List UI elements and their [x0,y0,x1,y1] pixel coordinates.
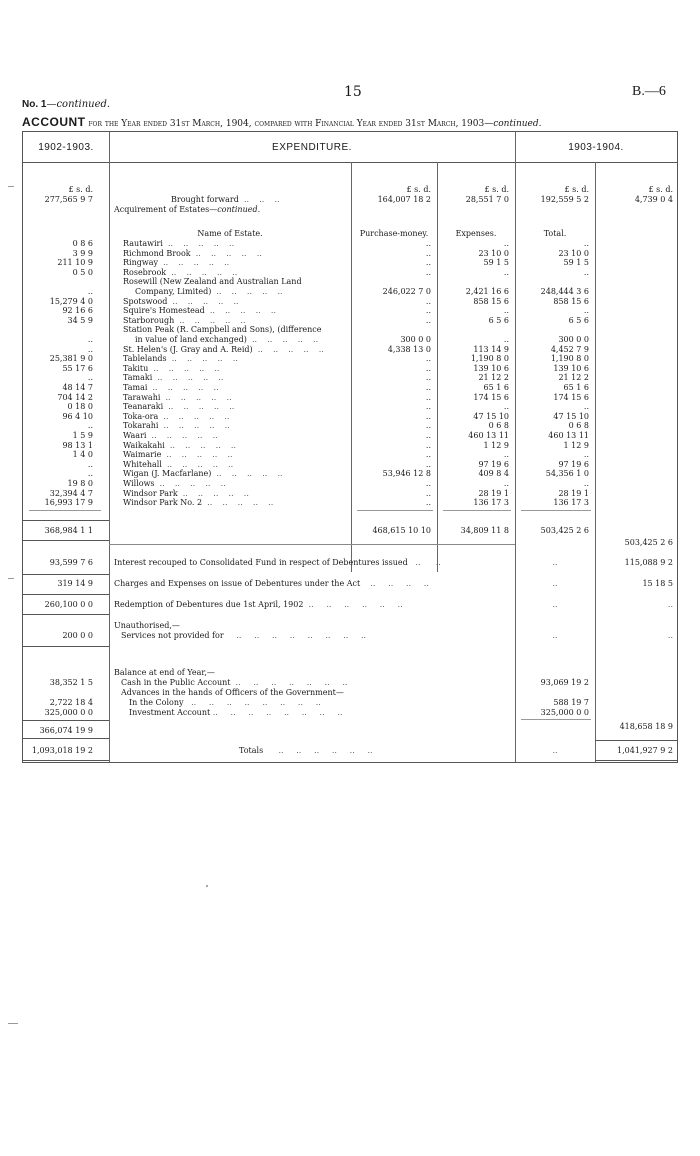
rule-g [23,646,109,647]
estate-expenses: 1,190 8 0 [470,354,509,364]
estate-total: .. [583,306,589,316]
estate-name-text: Wigan (J. Macfarlane) [123,469,212,479]
estate-purchase: 246,022 7 0 [382,287,431,296]
balance-sum-prev: 366,074 19 9 [39,726,93,735]
estate-expenses: 174 15 6 [473,392,509,402]
subhead-name: Name of Estate. [197,229,263,238]
estate-name-text: Tarawahi [123,392,161,402]
estate-prev: 1 4 0 [72,450,93,460]
estate-name-text: Takitu [123,363,149,373]
estate-expenses: 1 12 9 [483,440,509,450]
estate-name [123,249,349,259]
unauthorised-value: .. [667,631,673,640]
estate-total: 47 15 10 [553,411,589,421]
estate-prev: 0 18 0 [67,402,93,412]
interest-dots: .. [552,558,558,567]
totals-value: 1,041,927 9 2 [617,746,673,755]
estate-purchase: .. [425,431,431,440]
estate-name [123,325,349,335]
estate-prev: 704 14 2 [57,392,93,402]
estate-name [123,489,349,499]
estate-expenses: 0 6 8 [488,421,509,431]
estate-leader-dots: .. .. .. .. .. [166,354,238,364]
estates-total-total: 503,425 2 6 [540,526,589,535]
balance-sum-value: 418,658 18 9 [619,722,673,731]
estate-name [123,306,349,316]
estate-total: 4,452 7 9 [550,344,589,354]
estate-prev: .. [87,335,93,344]
rule-k [23,760,109,761]
currency-head-prev: £ s. d. [68,185,93,194]
estate-total: 6 5 6 [568,315,589,325]
margin-mark-1 [8,186,14,187]
rule-h [23,720,109,721]
header-rule [23,162,677,163]
estate-total: .. [583,479,589,488]
estate-total: 97 19 6 [558,459,589,469]
estate-prev: 96 4 10 [62,411,93,421]
rule-i [23,738,109,739]
estate-name-text: Windsor Park [123,488,178,498]
interest-prev: 93,599 7 6 [49,558,93,567]
rule-l [595,760,677,761]
estate-leader-dots: .. .. .. .. .. [146,431,218,440]
estate-prev: .. [87,373,93,383]
estate-leader-dots: .. .. .. .. .. [162,239,235,248]
estates-total-carried: 503,425 2 6 [624,538,673,547]
colony-value: 588 19 7 [553,698,589,707]
brought-forward-total: 192,559 5 2 [540,195,589,204]
cash-prev: 38,352 1 5 [49,678,93,687]
estate-expenses: 136 17 3 [473,498,509,508]
estate-name-text: Company, Limited) [135,287,212,296]
estate-purchase: .. [425,239,431,248]
estate-expenses: 47 15 10 [473,411,509,421]
estate-leader-dots: .. .. .. .. .. [163,402,235,412]
estate-name [123,354,349,364]
estate-name-text: Tokarahi [123,421,159,431]
estate-name-text: Starborough [123,315,175,325]
estate-expenses: .. [503,335,509,344]
redemption-dots: .. [552,600,558,609]
col-head-1903: 1903-1904. [568,142,624,153]
rule-balance-sum [521,719,591,720]
estate-expenses: 460 13 11 [468,431,509,440]
estate-prev: 0 5 0 [72,267,93,277]
estate-purchase: .. [425,392,431,402]
estate-name-text: Ringway [123,258,158,268]
charges-dots: .. [552,579,558,588]
brought-forward-purchase: 164,007 18 2 [377,195,431,204]
colony-label: In the Colony .. .. .. .. .. .. .. .. [129,698,321,707]
estate-leader-dots: .. .. .. .. .. [158,411,230,421]
estate-leader-dots: .. .. .. .. .. [164,440,237,450]
estate-purchase: 53,946 12 8 [382,469,431,479]
estate-total: 300 0 0 [558,335,589,344]
estate-name [123,498,349,508]
estate-leader-dots: .. .. .. .. .. [161,459,234,469]
estate-name-text: St. Helen's (J. Gray and A. Reid) [123,344,253,354]
estate-expenses: .. [503,267,509,277]
redemption-label: Redemption of Debentures due 1st April, 1902 .. .. .. .. .. .. [114,600,403,609]
estate-purchase: .. [425,402,431,412]
estate-total: 65 1 6 [563,383,589,392]
estate-total: 1 12 9 [563,440,589,450]
cash-label: Cash in the Public Account .. .. .. .. .. .. .. [121,678,348,687]
investment-value: 325,000 0 0 [540,708,589,717]
estate-leader-dots: .. .. .. .. .. [204,306,276,316]
estate-name [123,460,349,470]
estate-leader-dots: .. .. .. .. .. [190,248,262,258]
estate-prev: 32,394 4 7 [49,488,93,498]
estate-name [123,421,349,431]
estate-purchase: .. [425,411,431,421]
estate-name [123,450,349,460]
margin-mark-2 [8,578,14,579]
estate-leader-dots: .. .. .. .. .. [211,469,283,479]
estate-name [123,383,349,393]
estate-name-text: Whitehall [123,459,162,469]
estate-total: 460 13 11 [548,431,589,440]
rule-f [23,614,109,615]
estate-name [123,297,349,307]
estate-purchase: .. [425,373,431,383]
estate-name-text: Rosewill (New Zealand and Australian Land [123,277,302,287]
estate-prev: 98 13 1 [62,440,93,450]
estate-leader-dots: .. .. .. .. .. [174,315,246,325]
estate-prev: 48 14 7 [62,383,93,392]
estate-name [123,441,349,451]
rule-e [23,594,109,595]
estate-expenses: 6 5 6 [488,315,509,325]
currency-head-extra: £ s. d. [648,185,673,194]
estate-prev: 92 16 6 [62,306,93,316]
estate-expenses: 113 14 9 [473,344,509,354]
estate-leader-dots: .. .. .. .. .. [246,335,319,344]
estate-purchase: 300 0 0 [400,335,431,344]
estate-name-text: Rautawiri [123,239,163,248]
estate-prev: 34 5 9 [67,315,93,325]
estate-leader-dots: .. .. .. .. .. [167,296,239,306]
estate-leader-dots: .. .. .. .. .. [202,498,274,508]
account-table [22,131,678,763]
estate-purchase: .. [425,306,431,316]
estate-prev: 16,993 17 9 [44,498,93,508]
investment-label: Investment Account .. .. .. .. .. .. .. .. [129,708,343,717]
estate-purchase: .. [425,488,431,498]
estate-total: 0 6 8 [568,421,589,431]
col-head-1902: 1902-1903. [38,142,94,153]
unauthorised-prev: 200 0 0 [62,631,93,640]
estate-name [123,479,349,489]
col-head-expenditure: EXPENDITURE. [272,142,352,153]
estate-purchase: .. [425,383,431,392]
estate-name [123,268,349,278]
totals-prev: 1,093,018 19 2 [31,746,93,755]
estate-purchase: .. [425,450,431,460]
colony-prev: 2,722 18 4 [49,698,93,707]
estate-expenses: 65 1 6 [483,383,509,392]
estate-leader-dots: .. .. .. .. .. [252,344,324,354]
brought-forward-expenses: 28,551 7 0 [465,195,509,204]
charges-prev: 319 14 9 [57,579,93,588]
estate-purchase: .. [425,354,431,364]
estate-prev: 211 10 9 [57,258,93,268]
rule-total-sum [521,510,591,511]
estate-prev: .. [87,344,93,354]
estate-name-text: Station Peak (R. Campbell and Sons), (difference [123,325,322,335]
estate-name-text: Windsor Park No. 2 [123,498,203,508]
estate-name-text: Tablelands [123,354,167,364]
rule-j [595,740,677,741]
acquirement-label: Acquirement of Estates—continued. [114,205,261,214]
estates-total-purchase: 468,615 10 10 [372,526,431,535]
estate-name [123,373,349,383]
estate-name [123,393,349,403]
estate-name [135,335,349,345]
estate-purchase: .. [425,363,431,373]
currency-head-total: £ s. d. [564,185,589,194]
estate-expenses: 21 12 2 [478,373,509,383]
rule-d [23,574,109,575]
estate-total: 248,444 3 6 [540,287,589,296]
rule-purchase-sum [357,510,433,511]
page-reference: B.—6 [632,84,666,99]
estate-total: 54,356 1 0 [545,469,589,479]
cash-value: 93,069 19 2 [540,678,589,687]
estate-prev: 15,279 4 0 [49,296,93,306]
estate-total: .. [583,267,589,277]
investment-prev: 325,000 0 0 [44,708,93,717]
page-number: 15 [344,84,362,100]
brought-forward-extra: 4,739 0 4 [634,195,673,204]
estate-prev: 55 17 6 [62,363,93,373]
estates-total-prev: 368,984 1 1 [44,526,93,535]
estate-total: 858 15 6 [553,296,589,306]
subhead-purchase: Purchase-money. [359,229,429,238]
estate-leader-dots: .. .. .. .. .. [147,383,219,392]
estate-expenses: 23 10 0 [478,248,509,258]
brought-forward-prev: 277,565 9 7 [44,195,93,204]
estate-name [123,431,349,441]
rule-c [109,544,515,545]
estate-name [123,364,349,374]
estate-expenses: 139 10 6 [473,363,509,373]
charges-label: Charges and Expenses on issue of Debentures under the Act .. .. .. .. [114,579,429,588]
estate-prev: 3 9 9 [72,248,93,258]
estate-prev: .. [87,459,93,469]
estate-expenses: 97 19 6 [478,459,509,469]
estate-name [123,345,349,355]
estate-total: .. [583,239,589,248]
estate-name-text: Spotswood [123,296,168,306]
estate-purchase: .. [425,498,431,508]
estate-leader-dots: .. .. .. .. .. [211,287,283,296]
estate-leader-dots: .. .. .. .. .. [158,258,230,268]
margin-mark-3 [8,1023,18,1024]
estate-name-text: Tamai [123,383,148,392]
estate-prev: 0 8 6 [72,239,93,248]
balance-label: Balance at end of Year,— [114,668,215,677]
rule-a [23,520,109,521]
estate-expenses: .. [503,450,509,460]
estates-total-expenses: 34,809 11 8 [460,526,509,535]
estate-purchase: .. [425,267,431,277]
estate-purchase: .. [425,421,431,431]
estate-leader-dots: .. .. .. .. .. [166,267,238,277]
estate-name [123,412,349,422]
unauthorised-sub: Services not provided for .. .. .. .. .. .. .. .. [121,631,367,640]
estate-name [123,258,349,268]
estate-purchase: .. [425,459,431,469]
estate-name-text: Waimarie [123,450,162,460]
estate-leader-dots: .. .. .. .. .. [160,392,232,402]
estate-name [123,239,349,249]
estate-expenses: 28 19 1 [478,488,509,498]
estate-name [123,316,349,326]
estate-name [123,277,349,287]
estate-expenses: 59 1 5 [483,258,509,268]
unauthorised-dots: .. [552,631,558,640]
estate-expenses: .. [503,479,509,488]
redemption-value: .. [667,600,673,609]
estate-name-text: Squire's Homestead [123,306,205,316]
estate-expenses: 409 8 4 [478,469,509,479]
estate-purchase: .. [425,258,431,268]
estate-name-text: Toka-ora [123,411,159,421]
estate-name-text: Teanaraki [123,402,164,412]
unauthorised-label: Unauthorised,— [114,621,180,630]
totals-label: Totals .. .. .. .. .. .. [239,746,373,755]
col-divider-extra [595,162,596,762]
estate-total: .. [583,402,589,412]
charges-value: 15 18 5 [642,579,673,588]
interest-label: Interest recouped to Consolidated Fund in respect of Debentures issued .. .. [114,558,441,567]
redemption-prev: 260,100 0 0 [44,600,93,609]
estate-total: 174 15 6 [553,392,589,402]
estate-prev: .. [87,287,93,296]
estate-expenses: .. [503,402,509,412]
estate-prev: .. [87,469,93,479]
currency-head-purchase: £ s. d. [406,185,431,194]
estate-name-text: Waari [123,431,147,440]
estate-leader-dots: .. .. .. .. .. [158,421,230,431]
page-speck [206,885,208,887]
estate-prev: 25,381 9 0 [49,354,93,364]
account-heading: ACCOUNT for the Year ended 31st March, 1904, compared with Financial Year ended 31st March, 1903—continued. [22,115,542,129]
estate-name-text: in value of land exchanged) [135,335,247,344]
section-number: No. 1—continued. [22,99,111,110]
rule-b [23,540,109,541]
estate-prev: 1 5 9 [72,431,93,440]
subhead-expenses: Expenses. [455,229,497,238]
estate-purchase: 4,338 13 0 [387,344,431,354]
estate-purchase: .. [425,440,431,450]
estate-prev: 19 8 0 [67,479,93,488]
estate-expenses: .. [503,239,509,248]
estate-name [123,469,349,479]
estate-total: 1,190 8 0 [550,354,589,364]
estate-name-text: Willows [123,479,155,488]
estate-total: 136 17 3 [553,498,589,508]
estate-prev: .. [87,421,93,431]
estate-leader-dots: .. .. .. .. .. [152,373,224,383]
estate-expenses: 2,421 16 6 [465,287,509,296]
estate-name-text: Waikakahi [123,440,165,450]
estate-total: .. [583,450,589,460]
estate-leader-dots: .. .. .. .. .. [161,450,233,460]
estate-name-text: Richmond Brook [123,248,191,258]
estate-total: 21 12 2 [558,373,589,383]
subhead-total: Total. [543,229,567,238]
estate-expenses: 858 15 6 [473,296,509,306]
rule-expenses-sum [443,510,511,511]
brought-forward-label: Brought forward .. .. .. [171,195,280,204]
estate-name-text: Rosebrook [123,267,167,277]
estate-total: 23 10 0 [558,248,589,258]
rule-prev-sum [29,510,101,511]
estate-leader-dots: .. .. .. .. .. [148,363,220,373]
estate-purchase: .. [425,315,431,325]
estate-total: 28 19 1 [558,488,589,498]
estate-leader-dots: .. .. .. .. .. [177,488,249,498]
advances-label: Advances in the hands of Officers of the Government— [121,688,344,697]
estate-name [135,287,349,297]
estate-total: 59 1 5 [563,258,589,268]
currency-head-expenses: £ s. d. [484,185,509,194]
totals-dots: .. [552,746,558,755]
estate-total: 139 10 6 [553,363,589,373]
estate-name [123,402,349,412]
interest-value: 115,088 9 2 [624,558,673,567]
estate-expenses: .. [503,306,509,316]
estate-purchase: .. [425,296,431,306]
estate-purchase: .. [425,479,431,488]
estate-name-text: Tamaki [123,373,153,383]
estate-leader-dots: .. .. .. .. .. [154,479,226,488]
estate-purchase: .. [425,248,431,258]
col-divider-prev [109,132,110,762]
